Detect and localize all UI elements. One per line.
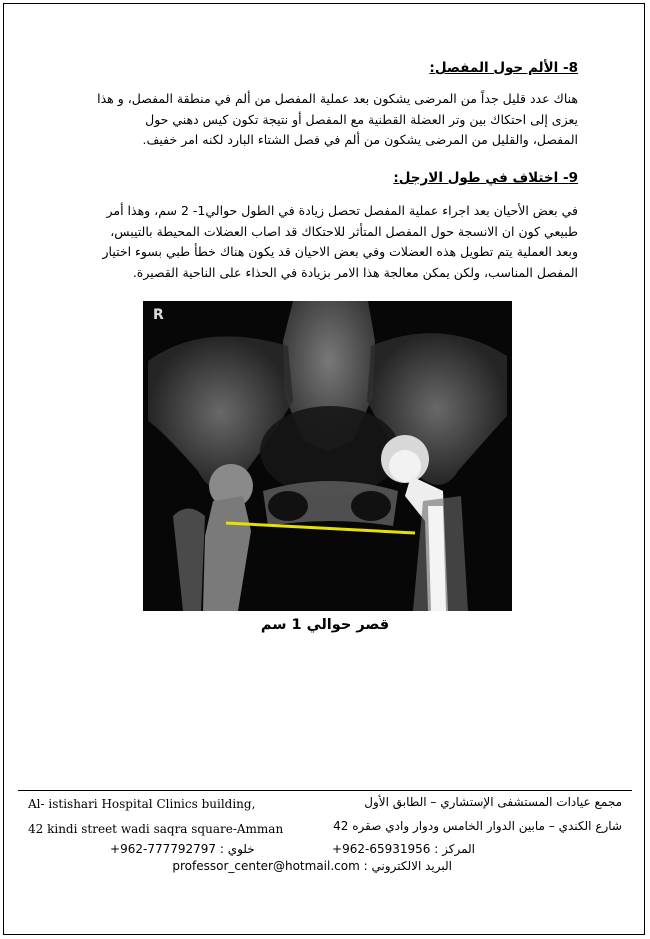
left-trochanter	[173, 509, 205, 612]
footer-divider	[18, 790, 632, 791]
section-8-heading: 8- الألم حول المفصل:	[429, 60, 578, 76]
xray-marker: R	[153, 307, 164, 323]
xray-drawing	[143, 301, 512, 611]
footer-mobile: خلوي : 777792797-962+	[110, 842, 255, 856]
pelvis-xray-image	[143, 301, 512, 611]
section-9-line: في بعض الأحيان بعد اجراء عملية المفصل تحصل زيادة في الطول حوالي1- 2 سم، وهذا أمر	[106, 203, 578, 218]
footer-en-building: Al- istishari Hospital Clinics building,	[28, 797, 256, 811]
footer-ar-street: شارع الكندي – مابين الدوار الخامس ودوار وادي صقره 42	[333, 819, 622, 833]
section-9-heading: 9- اختلاف في طول الارجل:	[393, 170, 578, 186]
right-obturator	[351, 491, 391, 521]
section-9-line: وبعد العملية يتم تطويل هذه العضلات وفي بعض الاحيان قد يكون هناك خطأ طبي بسوء اختيار	[102, 244, 578, 259]
prosthesis-stem-core	[428, 506, 446, 611]
section-8-line: يعزى إلى احتكاك بين وتر العضلة القطنية مع المفصل أو نتيجة تكون كيس دهني حول	[145, 111, 578, 127]
xray-caption: قصر حوالي 1 سم	[260, 617, 390, 633]
section-8-paragraph	[70, 89, 578, 151]
section-9-paragraph	[70, 201, 578, 283]
section-8-line: المفصل، والقليل من المرضى يشكون من ألم في فصل الشتاء البارد لكنه امر خفيف.	[142, 132, 578, 147]
left-femur	[203, 496, 251, 611]
left-obturator	[268, 491, 308, 521]
prosthesis-head	[389, 450, 421, 482]
footer-ar-building: مجمع عيادات المستشفى الإستشاري – الطابق الأول	[364, 795, 622, 809]
section-9-line: المفصل المناسب، ولكن يمكن معالجة هذا الامر بزيادة في الحذاء على الناحية القصيرة.	[132, 264, 578, 280]
section-8-line: هناك عدد قليل جداً من المرضى يشكون بعد عملية المفصل من ألم في منطقة المفصل، و هذا	[97, 91, 578, 106]
footer-en-street: 42 kindi street wadi saqra square-Amman	[28, 822, 284, 836]
footer-center-phone: المركز : 65931956-962+	[332, 842, 475, 856]
footer-email: البريد الالكتروني : professor_center@hotmail.com	[172, 859, 452, 873]
section-9-line: طبيعي كون ان الانسجة حول المفصل المتأثر للاحتكاك قد اصاب العضلات المحيطة بالتيبس،	[110, 223, 578, 239]
